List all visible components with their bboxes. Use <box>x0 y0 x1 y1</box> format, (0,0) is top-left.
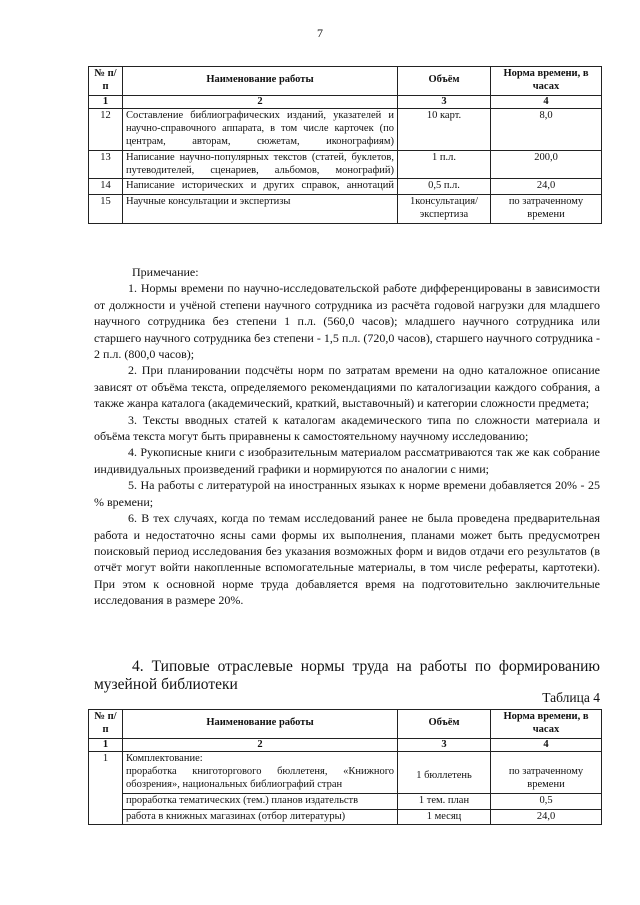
note-item: 1. Нормы времени по научно-исследовательской работе дифференцированы в зависимости от должности и учёной степени научного сотрудника из расчёта годовой нагрузки для младшего научного сотрудника без степени 1 п.л. (560,0 часов); младшего научного сотрудника или старшего научного сотрудника без степени - 1,5 п.л. (720,0 часов), старшего научного сотрудника - 2 п.л. (800,0 часов); <box>94 281 600 362</box>
row-volume: 0,5 п.л. <box>398 179 491 195</box>
row-norm: 24,0 <box>491 179 602 195</box>
col-number: 3 <box>398 95 491 109</box>
note-item: 6. В тех случаях, когда по темам исследований ранее не была проведена предварительная работа и недостаточно ясны сами формы их выполнения, планами может быть предусмотрен поисковый период исследования без указания возможных форм и видов отдачи его результатов (в отчёт могут войти накопленные вспомогательные материалы, в том числе рефераты, картотеки). При этом к основной норме труда добавляется время на подготовительно заключительные исследования в размере 20%. <box>94 511 600 608</box>
table-row <box>89 179 602 195</box>
col-number: 2 <box>123 738 398 752</box>
row-group-title: Комплектование: <box>126 753 203 765</box>
header-norm: Норма времени, в часах <box>491 67 602 96</box>
note-item: 4. Рукописные книги с изобразительным материалом рассматриваются так же как собрание индивидуальных произведений графики и нормируются по аналогии с ними; <box>94 445 600 476</box>
norms-table-continued <box>88 66 602 224</box>
row-no: 1 <box>89 752 123 825</box>
col-number: 4 <box>491 95 602 109</box>
page-number: 7 <box>317 26 323 40</box>
col-number: 4 <box>491 738 602 752</box>
column-numbers-row <box>89 95 602 109</box>
header-name: Наименование работы <box>123 67 398 96</box>
row-norm: по затраченному времени <box>491 752 602 793</box>
table-row <box>89 195 602 224</box>
table-row <box>89 809 602 825</box>
header-name: Наименование работы <box>123 710 398 739</box>
row-item-name: проработка книготоргового бюллетеня, «Книжного обозрения», национальных библиографий стран <box>126 766 394 790</box>
col-number: 2 <box>123 95 398 109</box>
row-name: Написание научно-популярных текстов (статей, буклетов, путеводителей, сценариев, альбомов, монографий) <box>123 150 398 179</box>
row-norm: 24,0 <box>491 809 602 825</box>
table-header-row <box>89 67 602 96</box>
table-row <box>89 150 602 179</box>
header-no: № п/п <box>89 67 123 96</box>
row-norm: 200,0 <box>491 150 602 179</box>
row-no: 13 <box>89 150 123 179</box>
notes-block <box>94 264 600 609</box>
row-volume: 1 месяц <box>398 809 491 825</box>
note-item: 3. Тексты вводных статей к каталогам академического типа по сложности материала и объёма текста могут быть приравнены к самостоятельному научному исследованию; <box>94 412 600 444</box>
row-no: 12 <box>89 109 123 150</box>
row-no: 15 <box>89 195 123 224</box>
note-item: 2. При планировании подсчёты норм по затратам времени на одно каталожное описание зависят от объёма текста, определяемого рекомендациями по каталогизации каждого собрания, а также жанра каталога (академический, краткий, выставочный) и категории сложности предмета; <box>94 363 600 411</box>
row-volume: 1 бюллетень <box>398 752 491 793</box>
row-norm: 8,0 <box>491 109 602 150</box>
table-row <box>89 752 602 793</box>
library-norms-table <box>88 709 602 825</box>
row-name: Написание исторических и других справок, аннотаций <box>123 179 398 195</box>
row-name: Научные консультации и экспертизы <box>123 195 398 224</box>
row-volume: 1 тем. план <box>398 793 491 809</box>
section-heading: 4. Типовые отраслевые нормы труда на работы по формированию музейной библиотеки <box>94 658 600 693</box>
notes-title: Примечание: <box>132 265 199 279</box>
header-no: № п/п <box>89 710 123 739</box>
row-name <box>123 752 398 793</box>
col-number: 1 <box>89 95 123 109</box>
table-row <box>89 109 602 150</box>
header-volume: Объём <box>398 710 491 739</box>
table-header-row <box>89 710 602 739</box>
row-volume: 1консультация/ экспертиза <box>398 195 491 224</box>
col-number: 3 <box>398 738 491 752</box>
row-name: проработка тематических (тем.) планов издательств <box>123 793 398 809</box>
header-volume: Объём <box>398 67 491 96</box>
row-norm: по затраченному времени <box>491 195 602 224</box>
row-norm: 0,5 <box>491 793 602 809</box>
row-volume: 1 п.л. <box>398 150 491 179</box>
column-numbers-row <box>89 738 602 752</box>
note-item: 5. На работы с литературой на иностранных языках к норме времени добавляется 20% - 25 % времени; <box>94 478 600 509</box>
row-name: работа в книжных магазинах (отбор литературы) <box>123 809 398 825</box>
table-row <box>89 793 602 809</box>
row-volume: 10 карт. <box>398 109 491 150</box>
col-number: 1 <box>89 738 123 752</box>
header-norm: Норма времени, в часах <box>491 710 602 739</box>
row-name: Составление библиографических изданий, указателей и научно-справочного аппарата, в том числе карточек (по центрам, авторам, сюжетам, иконографиям) <box>123 109 398 150</box>
table-label: Таблица 4 <box>542 690 600 705</box>
row-no: 14 <box>89 179 123 195</box>
